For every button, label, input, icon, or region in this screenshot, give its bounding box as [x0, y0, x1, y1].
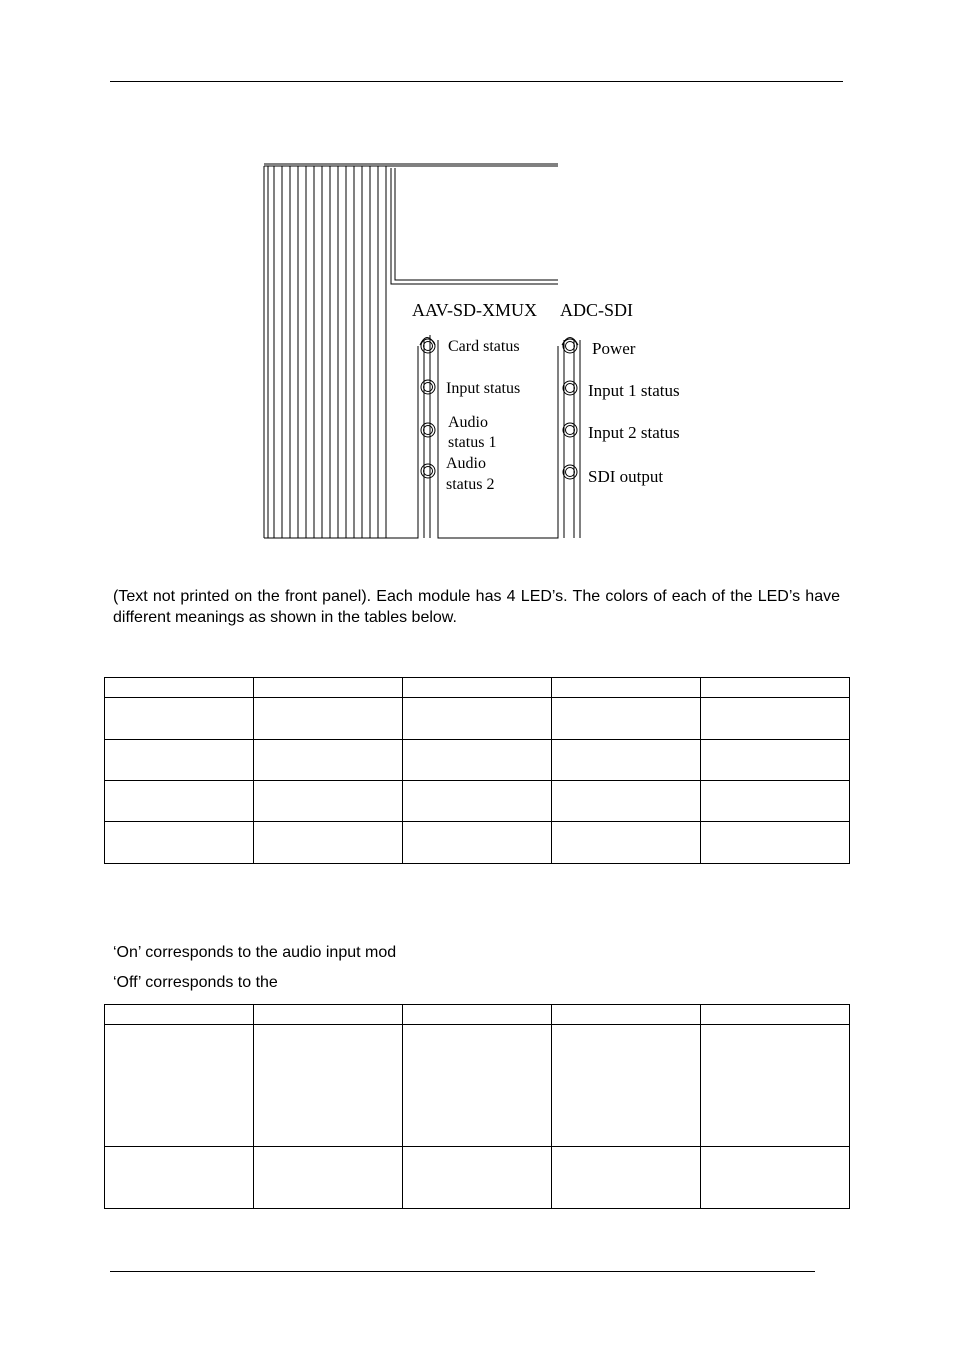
table-cell: [105, 822, 254, 864]
led-right-4: [563, 465, 577, 479]
led-right-3: [563, 423, 577, 437]
footer-rule: [110, 1271, 815, 1272]
table-cell: [701, 781, 850, 822]
table-cell: [403, 1005, 552, 1025]
table-row: [105, 678, 850, 698]
table-cell: [552, 740, 701, 781]
table-cell: [403, 1147, 552, 1209]
led-left-3: [421, 423, 435, 437]
table-cell: [105, 740, 254, 781]
table-cell: [105, 698, 254, 740]
table-cell: [701, 678, 850, 698]
on-description: ‘On’ corresponds to the audio input mod: [113, 944, 397, 961]
off-description: ‘Off’ corresponds to the: [113, 974, 278, 991]
led-right-2: [563, 381, 577, 395]
table-row: [105, 781, 850, 822]
table-cell: [105, 678, 254, 698]
table-row: [105, 822, 850, 864]
table-cell: [403, 822, 552, 864]
table-cell: [105, 1147, 254, 1209]
table-cell: [701, 1147, 850, 1209]
led-label-left-1: Card status: [448, 338, 520, 355]
table-cell: [403, 781, 552, 822]
table-cell: [254, 781, 403, 822]
table-cell: [552, 781, 701, 822]
module-name-left: AAV-SD-XMUX: [412, 300, 538, 320]
table-cell: [552, 678, 701, 698]
table-cell: [105, 1025, 254, 1147]
table-row: [105, 1005, 850, 1025]
table-cell: [254, 740, 403, 781]
table-cell: [403, 678, 552, 698]
led-label-left-4b: status 2: [446, 476, 495, 493]
module-name-right: ADC-SDI: [560, 300, 634, 320]
table-cell: [403, 698, 552, 740]
table-row: [105, 1147, 850, 1209]
led-right-1: [563, 339, 577, 353]
table-cell: [105, 1005, 254, 1025]
header-rule: [110, 81, 843, 82]
led-label-right-2: Input 1 status: [588, 381, 680, 400]
table-cell: [254, 1025, 403, 1147]
table-cell: [701, 740, 850, 781]
led-label-left-3a: Audio: [448, 414, 488, 431]
table-cell: [552, 698, 701, 740]
table-cell: [552, 1147, 701, 1209]
table-cell: [254, 678, 403, 698]
led-label-right-3: Input 2 status: [588, 423, 680, 442]
table-cell: [254, 1147, 403, 1209]
front-panel-figure: [260, 160, 700, 545]
led-table-1: [104, 677, 850, 864]
table-row: [105, 740, 850, 781]
table-cell: [105, 781, 254, 822]
led-label-left-4a: Audio: [446, 455, 486, 472]
table-cell: [254, 822, 403, 864]
table-cell: [701, 1005, 850, 1025]
led-label-left-3b: status 1: [448, 434, 497, 451]
table-cell: [254, 1005, 403, 1025]
table-cell: [701, 698, 850, 740]
table-cell: [552, 1005, 701, 1025]
table-cell: [701, 822, 850, 864]
table-row: [105, 1025, 850, 1147]
table-cell: [552, 822, 701, 864]
table-row: [105, 698, 850, 740]
led-label-right-4: SDI output: [588, 467, 664, 486]
table-cell: [552, 1025, 701, 1147]
led-table-2: [104, 1004, 850, 1209]
led-label-left-2: Input status: [446, 380, 521, 397]
table-cell: [403, 1025, 552, 1147]
table-cell: [254, 698, 403, 740]
led-left-1: [421, 339, 435, 353]
description-paragraph: (Text not printed on the front panel). Each module has 4 LED’s. The colors of each of the LED’s have different meanings as shown in the tables below.: [113, 588, 840, 626]
table-cell: [701, 1025, 850, 1147]
led-left-4: [421, 464, 435, 478]
led-label-right-1: Power: [592, 339, 636, 358]
table-cell: [403, 740, 552, 781]
led-left-2: [421, 380, 435, 394]
